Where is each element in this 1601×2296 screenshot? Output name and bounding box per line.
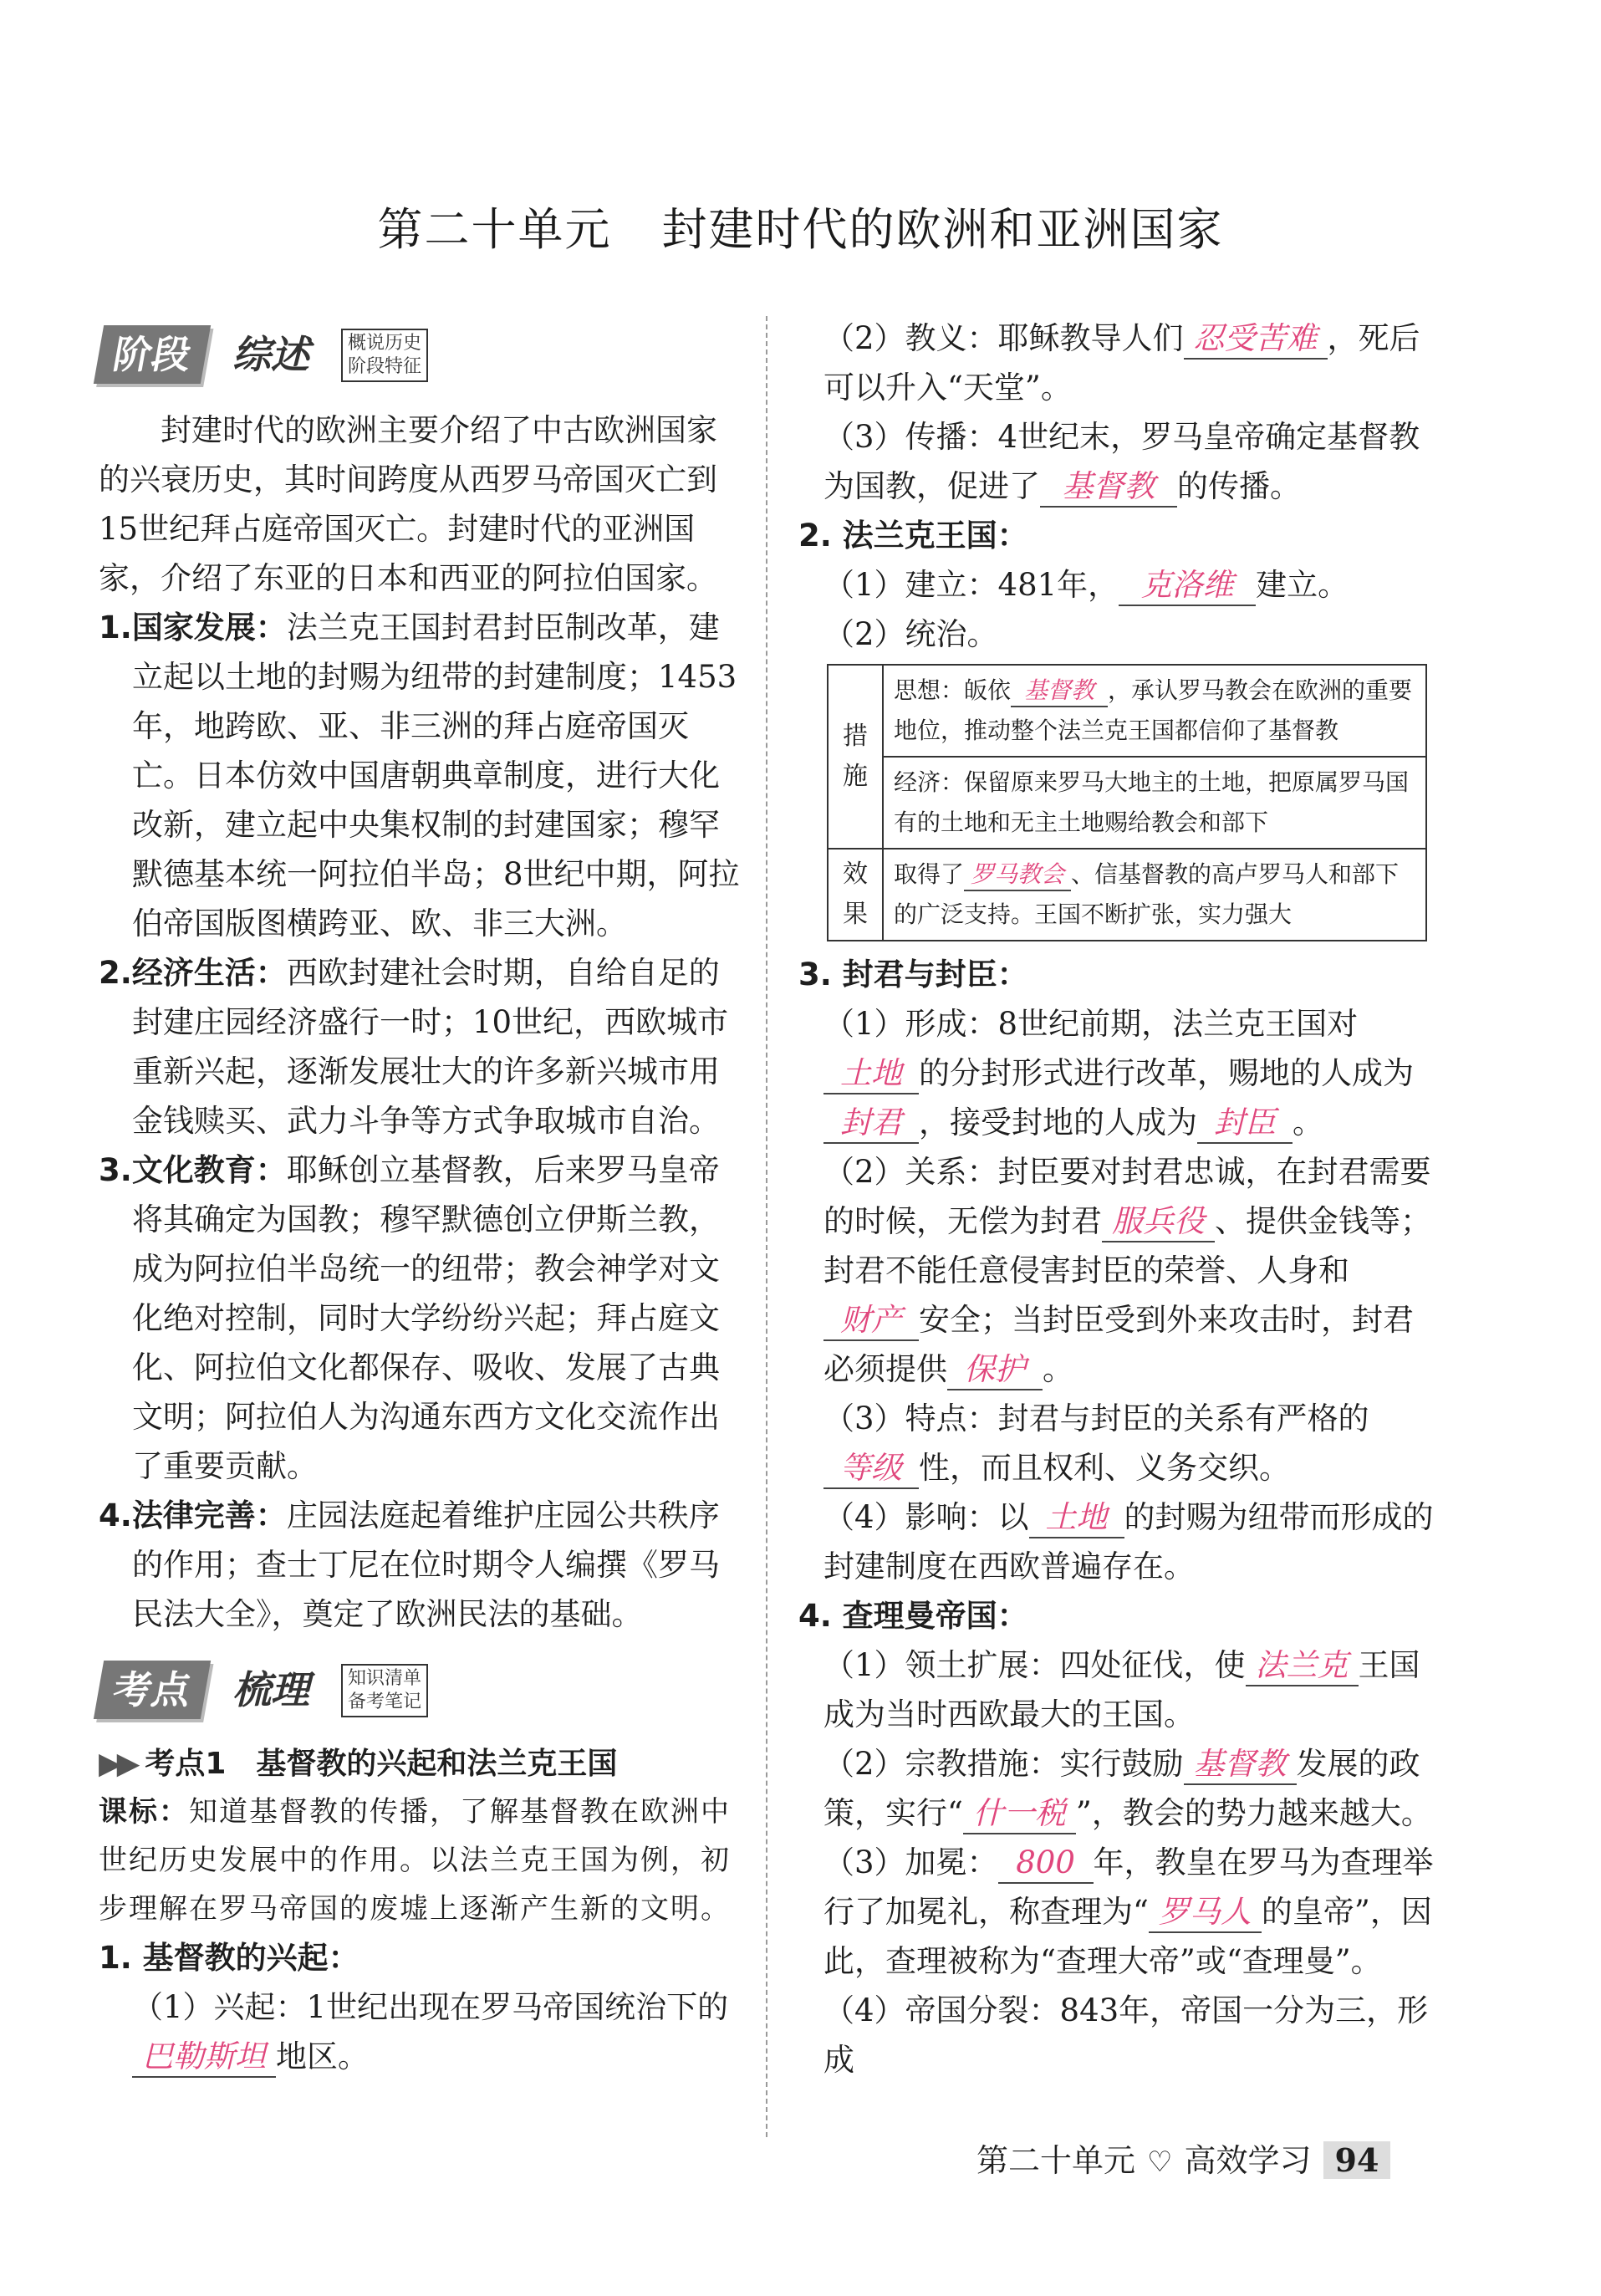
answer-blank: 巴勒斯坦: [132, 2038, 276, 2078]
question-heading: 2. 法兰克王国：: [798, 518, 1028, 554]
list-item: 3.文化教育：耶稣创立基督教，后来罗马皇帝将其确定为国教；穆罕默德创立伊斯兰教，成为阿拉伯半岛统一的纽带；教会神学对文化绝对控制，同时大学纷纷兴起；拜占庭文化、阿拉伯文化都保存、吸收、发展了古典文明；阿拉伯人为沟通东西方文化交流作出了重要贡献。: [99, 1152, 720, 1484]
answer-line: （2）关系：封臣要对封君忠诚，在封君需要的时候，无偿为封君 服兵役 、提供金钱等；封君不能任意侵害封臣的荣誉、人身和财产 安全；当封臣受到外来攻击时，封君必须提供 保护 。: [798, 1147, 1438, 1394]
question-heading: 3. 封君与封臣：: [798, 957, 1028, 992]
table-cell: 思想：皈依 基督教 ，承认罗马教会在欧洲的重要地位，推动整个法兰克王国都信仰了基督教: [883, 665, 1426, 757]
answer-line: （2）教义：耶稣教导人们 忍受苦难 ，死后可以升入“天堂”。: [823, 320, 1420, 406]
double-arrow-icon: ▶▶: [99, 1747, 135, 1781]
section-word: 综述: [232, 332, 309, 377]
answer-blank: 土地: [1029, 1498, 1124, 1538]
question-heading: 1. 基督教的兴起：: [99, 1940, 359, 1976]
answer-blank: 忍受苦难: [1184, 319, 1328, 360]
list-item: 4.法律完善：庄园法庭起着维护庄园公共秩序的作用；查士丁尼在位时期令人编撰《罗马民法大全》，奠定了欧洲民法的基础。: [99, 1498, 720, 1632]
answer-blank: 罗马教会: [964, 860, 1071, 891]
answer-blank: 服兵役: [1102, 1202, 1215, 1242]
measures-table: [827, 664, 1427, 941]
answer-blank: 基督教: [1040, 467, 1177, 508]
table-row: [828, 849, 1426, 941]
answer-line: （1）建立：481年， 克洛维 建立。: [798, 560, 1438, 610]
answer-blank: 土地: [823, 1054, 919, 1094]
answer-blank: 等级: [823, 1449, 919, 1489]
answer-line: （1）形成：8世纪前期，法兰克王国对土地 的分封形式进行改革，赐地的人成为封君 ，接受封地的人成为 封臣 。: [798, 999, 1438, 1147]
list-item: 2.经济生活：西欧封建社会时期，自给自足的封建庄园经济盛行一时；10世纪，西欧城市重新兴起，逐渐发展壮大的许多新兴城市用金钱赎买、武力斗争等方式争取城市自治。: [99, 955, 729, 1139]
kaodian-title: ▶▶ 考点1 基督教的兴起和法兰克王国: [99, 1747, 618, 1781]
intro-paragraph: 封建时代的欧洲主要介绍了中古欧洲国家的兴衰历史，其时间跨度从西罗马帝国灭亡到15世纪拜占庭帝国灭亡。封建时代的亚洲国家，介绍了东亚的日本和西亚的阿拉伯国家。: [99, 412, 717, 596]
question-heading: 4. 查理曼帝国：: [798, 1598, 1028, 1634]
section-header-review: [99, 1649, 747, 1729]
table-cell: 经济：保留原来罗马大地主的土地，把原属罗马国有的土地和无主土地赐给教会和部下: [883, 757, 1426, 849]
unit-subject: 封建时代的欧洲和亚洲国家: [661, 203, 1224, 256]
answer-blank: 克洛维: [1119, 566, 1256, 606]
section-tab: 阶段: [94, 325, 211, 384]
answer-blank: 封臣: [1197, 1104, 1293, 1144]
unit-label: 第二十单元: [377, 203, 612, 256]
answer-blank: 基督教: [1011, 676, 1108, 707]
answer-line: （2）宗教措施：实行鼓励 基督教 发展的政策，实行“ 什一税 ”，教会的势力越来越大。: [798, 1739, 1438, 1838]
answer-line: （3）特点：封君与封臣的关系有严格的等级 性，而且权利、义务交织。: [798, 1394, 1438, 1492]
section-header-overview: [99, 314, 747, 394]
table-side-label: 措施: [828, 665, 883, 849]
page-footer: [976, 2135, 1390, 2181]
answer-blank: 罗马人: [1149, 1893, 1262, 1933]
answer-line: （4）帝国分裂：843年，帝国一分为三，形成: [823, 1992, 1429, 2078]
answer-line: （1）兴起：1世纪出现在罗马帝国统治下的巴勒斯坦 地区。: [99, 1982, 747, 2081]
footer-brand: 高效学习: [1184, 2142, 1312, 2179]
table-row: [828, 665, 1426, 757]
answer-blank: 法兰克: [1246, 1646, 1359, 1686]
answer-blank: 保护: [947, 1350, 1043, 1390]
answer-line: （3）传播：4世纪末，罗马皇帝确定基督教为国教，促进了 基督教 的传播。: [798, 412, 1438, 511]
answer-line: （4）影响：以 土地 的封赐为纽带而形成的封建制度在西欧普遍存在。: [823, 1499, 1434, 1584]
page-title: [0, 194, 1601, 258]
table-cell: 取得了 罗马教会 、信基督教的高卢罗马人和部下的广泛支持。王国不断扩张，实力强大: [883, 849, 1426, 941]
answer-line: （3）加冕： 800 年，教皇在罗马为查理举行了加冕礼，称查理为“ 罗马人 的皇帝”，因此，查理被称为“查理大帝”或“查理曼”。: [823, 1844, 1434, 1979]
table-row: [828, 757, 1426, 849]
answer-line: （1）领土扩展：四处征伐，使 法兰克 王国成为当时西欧最大的王国。: [823, 1647, 1420, 1732]
answer-blank: 什一税: [963, 1794, 1076, 1834]
column-divider: [766, 316, 767, 2137]
answer-line: （2）统治。: [823, 616, 998, 652]
footer-unit: 第二十单元: [976, 2142, 1136, 2179]
list-item: 1.国家发展：法兰克王国封君封臣制改革，建立起以土地的封赐为纽带的封建制度；1453年，地跨欧、亚、非三洲的拜占庭帝国灭亡。日本仿效中国唐朝典章制度，进行大化改新，建立起中央集权制的封建国家；穆罕默德基本统一阿拉伯半岛；8世纪中期，阿拉伯帝国版图横跨亚、欧、非三大洲。: [99, 610, 740, 941]
answer-blank: 800: [998, 1844, 1094, 1884]
section-note: 概说历史 阶段特征: [341, 329, 428, 382]
section-word: 梳理: [232, 1667, 309, 1712]
heart-icon: ♡: [1147, 2145, 1173, 2179]
section-tab: 考点: [94, 1661, 211, 1719]
answer-blank: 封君: [823, 1104, 919, 1144]
section-note: 知识清单 备考笔记: [341, 1664, 428, 1717]
answer-blank: 基督教: [1184, 1745, 1297, 1785]
right-column: [798, 314, 1438, 2084]
left-column: [99, 314, 747, 2081]
answer-blank: 财产: [823, 1301, 919, 1341]
page-number: 94: [1323, 2141, 1391, 2179]
curriculum-standard: 课标：知道基督教的传播，了解基督教在欧洲中世纪历史发展中的作用。以法兰克王国为例，初步理解在罗马帝国的废墟上逐渐产生新的文明。: [99, 1795, 731, 1926]
table-side-label: 效果: [828, 849, 883, 941]
